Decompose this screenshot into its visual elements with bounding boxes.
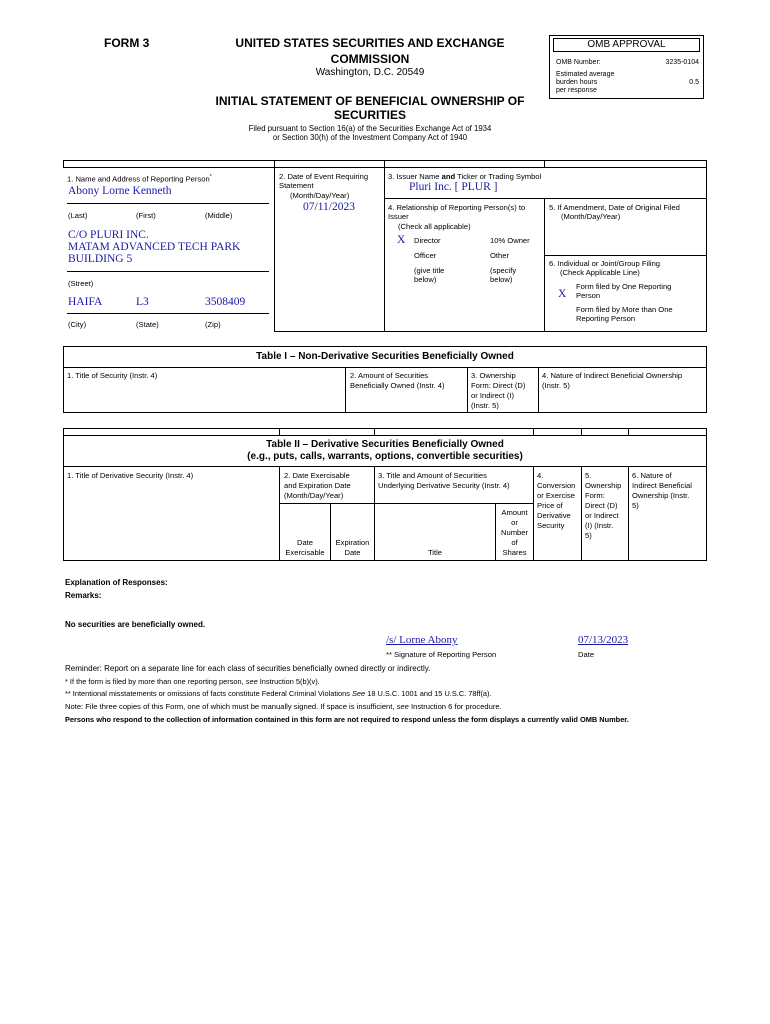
table2-col5-l6: (I) (Instr. [585, 521, 614, 530]
table2-title-l1: Table II – Derivative Securities Beneficially Owned [266, 439, 504, 450]
specify-l2: below) [490, 275, 513, 284]
street-label: (Street) [68, 279, 94, 288]
table2-col2-l1: 2. Date Exercisable [284, 471, 350, 480]
state-label: (State) [136, 320, 159, 329]
box4-label-l1: 4. Relationship of Reporting Person(s) to [388, 203, 526, 212]
footnote-2: ** Intentional misstatements or omissions of facts constitute Federal Criminal Violations See 18 U.S.C. 1001 and 15 U.S.C. 78ff(a). [65, 689, 492, 698]
table2-amount-l4: of [511, 538, 518, 547]
omb-number-value: 3235-0104 [665, 59, 699, 66]
table1-col3-l2: Form: Direct (D) [471, 381, 526, 390]
table2-expiration-l2: Date [344, 548, 361, 557]
omb-approval-title: OMB APPROVAL [587, 39, 666, 50]
table1-col3-l3: or Indirect (I) [471, 391, 515, 400]
issuer-name-ticker: Pluri Inc. [ PLUR ] [409, 181, 498, 193]
omb-notice: Persons who respond to the collection of information contained in this form are not required to respond unless the form displays a currently valid OMB Number. [65, 715, 629, 724]
box5-label-l2: (Month/Day/Year) [561, 212, 621, 221]
city-value: HAIFA [68, 296, 103, 308]
table2-col4-l1: 4. [537, 471, 544, 480]
table2-col4-l2: Conversion [537, 481, 576, 490]
table2-col3-l1: 3. Title and Amount of Securities [378, 471, 487, 480]
box4-label-l2: Issuer [388, 212, 409, 221]
table2-title-col: Title [427, 548, 443, 557]
table1-title: Table I – Non-Derivative Securities Beneficially Owned [256, 351, 514, 362]
other-label: Other [490, 251, 509, 260]
zip-label: (Zip) [205, 320, 221, 329]
one-person-l2: Person [576, 291, 601, 300]
middle-label: (Middle) [205, 211, 233, 220]
table1-col3-l1: 3. Ownership [471, 371, 516, 380]
omb-burden-l2: burden hours [556, 79, 598, 86]
box2-label-l1: 2. Date of Event Requiring [279, 172, 369, 181]
agency-location: Washington, D.C. 20549 [315, 67, 425, 78]
box5-label-l1: 5. If Amendment, Date of Original Filed [549, 203, 680, 212]
table2-col4-l5: Derivative [537, 511, 571, 520]
table1-col2-l2: Beneficially Owned (Instr. 4) [350, 381, 445, 390]
director-checkmark[interactable]: X [397, 234, 406, 246]
address-line1: C/O PLURI INC. [68, 229, 149, 241]
table2-col6-l4: 5) [632, 501, 639, 510]
table1-col3-l4: (Instr. 5) [471, 401, 499, 410]
box6-label-l1: 6. Individual or Joint/Group Filing [549, 259, 661, 268]
one-person-l1: Form filed by One Reporting [576, 282, 672, 291]
table2-col2-l2: and Expiration Date [284, 481, 351, 490]
table2-amount-l3: Number [500, 528, 528, 537]
table2-title-l2: (e.g., puts, calls, warrants, options, convertible securities) [247, 451, 523, 462]
footnote-3: Note: File three copies of this Form, one of which must be manually signed. If space is insufficient, see Instruction 6 for procedure. [65, 702, 502, 711]
table1-col2-l1: 2. Amount of Securities [350, 371, 429, 380]
omb-burden-l3: per response [556, 87, 597, 94]
table2-date-exercisable-l2: Exercisable [285, 548, 325, 557]
officer-label: Officer [414, 251, 437, 260]
table1-col1-header: 1. Title of Security (Instr. 4) [67, 371, 158, 380]
one-person-checkmark[interactable]: X [558, 288, 567, 300]
table2-date-exercisable-l1: Date [296, 538, 314, 547]
table2-col1-header: 1. Title of Derivative Security (Instr. 4) [67, 471, 194, 480]
city-label: (City) [68, 320, 87, 329]
box2-label-l3: (Month/Day/Year) [290, 191, 350, 200]
filed-pursuant-line1: Filed pursuant to Section 16(a) of the Securities Exchange Act of 1934 [248, 124, 492, 133]
address-line3: BUILDING 5 [68, 253, 133, 265]
give-title-l2: below) [414, 275, 437, 284]
table2-amount-l5: Shares [502, 548, 527, 557]
last-label: (Last) [68, 211, 88, 220]
form-title-line2: SECURITIES [333, 108, 406, 122]
table2-col5-l4: Direct (D) [585, 501, 618, 510]
date-label: Date [578, 650, 595, 659]
director-label: Director [414, 236, 441, 245]
table2-amount-l1: Amount [501, 508, 528, 517]
box4-label-l3: (Check all applicable) [398, 222, 471, 231]
address-line2: MATAM ADVANCED TECH PARK [68, 241, 241, 253]
form-number: FORM 3 [104, 36, 150, 50]
table2-col6-l3: Ownership (Instr. [632, 491, 690, 500]
omb-burden-l1: Estimated average [556, 71, 615, 78]
table2-col5-l7: 5) [585, 531, 592, 540]
table2-col2-l3: (Month/Day/Year) [284, 491, 344, 500]
specify-l1: (specify [490, 266, 517, 275]
event-date-value: 07/11/2023 [303, 201, 355, 213]
signature-value: /s/ Lorne Abony [386, 634, 458, 646]
table2-col6-l2: Indirect Beneficial [632, 481, 692, 490]
explanation-heading: Explanation of Responses: [65, 578, 168, 587]
reminder-text: Reminder: Report on a separate line for each class of securities beneficially owned directly or indirectly. [65, 664, 431, 673]
form-title-line1: INITIAL STATEMENT OF BENEFICIAL OWNERSHIP OF [215, 94, 525, 108]
box3-label: 3. Issuer Name and Ticker or Trading Symbol [388, 172, 542, 181]
table2-expiration-l1: Expiration [335, 538, 370, 547]
table2-col6-l1: 6. Nature of [632, 471, 672, 480]
give-title-l1: (give title [414, 266, 445, 275]
omb-number-label: OMB Number: [556, 59, 601, 66]
remarks-text: No securities are beneficially owned. [65, 620, 206, 629]
table2-col4-l6: Security [537, 521, 565, 530]
table1-col4-l2: (Instr. 5) [542, 381, 570, 390]
table2-col5-l1: 5. [585, 471, 592, 480]
more-persons-l2: Reporting Person [576, 314, 636, 323]
signature-date-value: 07/13/2023 [578, 634, 629, 646]
table2-col3-l2: Underlying Derivative Security (Instr. 4) [378, 481, 510, 490]
agency-name-line2: COMMISSION [330, 52, 410, 66]
footnote-1: * If the form is filed by more than one reporting person, see Instruction 5(b)(v). [65, 677, 320, 686]
box1-label: 1. Name and Address of Reporting Person* [67, 174, 212, 184]
first-label: (First) [136, 211, 156, 220]
table2-amount-l2: or [511, 518, 518, 527]
table2-col4-l3: or Exercise [537, 491, 575, 500]
table2-col4-l4: Price of [537, 501, 563, 510]
omb-burden-value: 0.5 [689, 79, 699, 86]
zip-value: 3508409 [205, 296, 246, 308]
table2-col5-l3: Form: [585, 491, 605, 500]
box6-label-l2: (Check Applicable Line) [560, 268, 640, 277]
reporting-person-name: Abony Lorne Kenneth [68, 185, 172, 197]
table2-col5-l5: or Indirect [585, 511, 619, 520]
box2-label-l2: Statement [279, 181, 314, 190]
ten-percent-owner-label: 10% Owner [490, 236, 530, 245]
signature-label: ** Signature of Reporting Person [386, 650, 497, 659]
agency-name-line1: UNITED STATES SECURITIES AND EXCHANGE [235, 36, 505, 50]
more-persons-l1: Form filed by More than One [576, 305, 673, 314]
state-value: L3 [136, 296, 149, 308]
remarks-heading: Remarks: [65, 591, 102, 600]
table1-col4-l1: 4. Nature of Indirect Beneficial Ownership [542, 371, 683, 380]
table2-col5-l2: Ownership [585, 481, 622, 490]
filed-pursuant-line2: or Section 30(h) of the Investment Company Act of 1940 [272, 133, 468, 142]
